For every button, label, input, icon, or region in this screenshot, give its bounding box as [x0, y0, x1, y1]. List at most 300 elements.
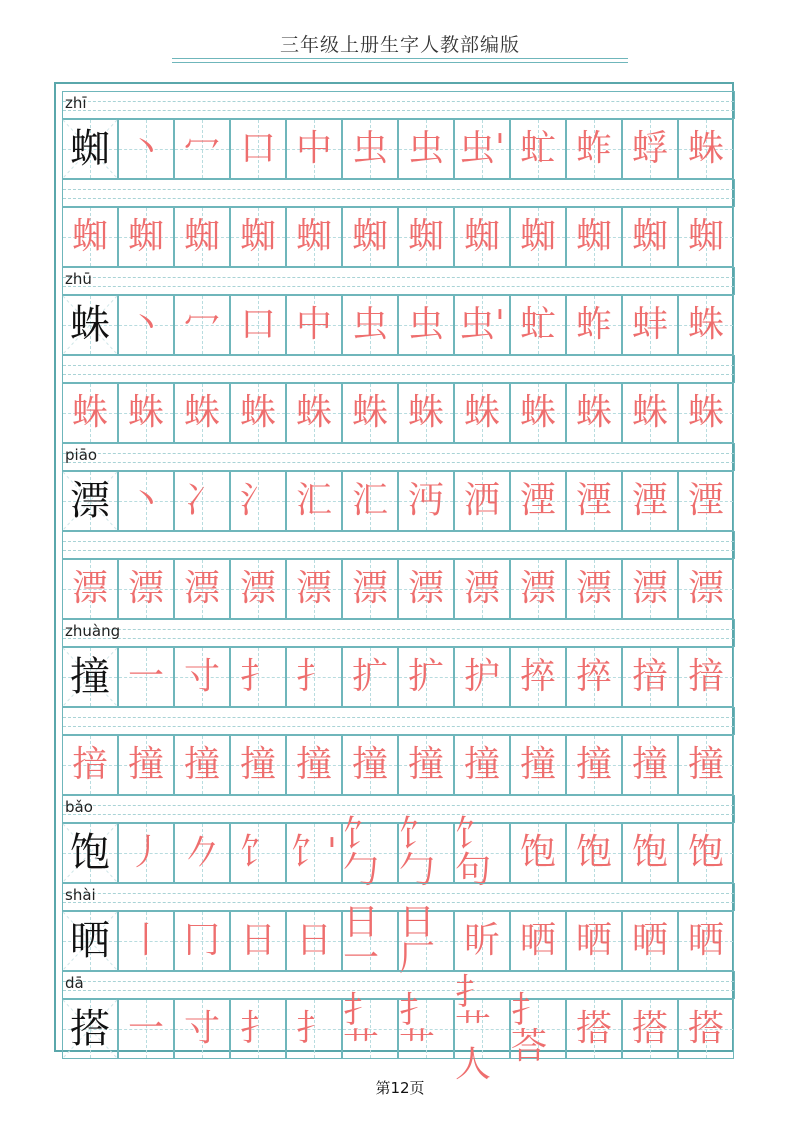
practice-cell	[62, 207, 118, 267]
stroke-cell	[566, 999, 622, 1059]
trace-character: 漂	[351, 568, 388, 609]
pinyin-guide-line	[63, 462, 734, 463]
stroke-order-cells	[62, 119, 735, 179]
practice-cell	[286, 735, 342, 795]
stroke-cell	[118, 823, 174, 883]
trace-character: 冖	[183, 304, 220, 345]
character-stroke-row	[62, 91, 735, 179]
model-character: 漂	[70, 478, 110, 524]
stroke-cell	[454, 911, 510, 971]
model-cell	[62, 911, 118, 971]
practice-cell	[678, 735, 734, 795]
practice-cell	[62, 735, 118, 795]
trace-character: 口	[239, 128, 276, 169]
stroke-cell	[398, 647, 454, 707]
trace-character: 虫	[351, 304, 388, 345]
trace-character: 蛛	[519, 392, 556, 433]
model-cell	[62, 471, 118, 531]
stroke-cell	[622, 119, 678, 179]
stroke-cell	[566, 295, 622, 355]
trace-character: 湮	[575, 480, 612, 521]
trace-character: 丶	[127, 128, 164, 169]
model-cell	[62, 823, 118, 883]
pinyin-guide-line	[63, 726, 734, 727]
trace-character: 虫	[407, 128, 444, 169]
pinyin-guide-line	[63, 717, 734, 718]
stroke-order-cells	[62, 902, 735, 979]
practice-cell	[174, 735, 230, 795]
pinyin-guide-line	[63, 981, 734, 982]
pinyin-band	[62, 179, 735, 207]
trace-character: 日	[239, 920, 276, 961]
practice-cell	[398, 383, 454, 443]
pinyin-label: dā	[65, 974, 84, 992]
trace-character: 捽	[575, 656, 612, 697]
character-practice-row	[62, 707, 735, 795]
stroke-cell	[678, 647, 734, 707]
stroke-cell	[174, 823, 230, 883]
pinyin-guide-line	[63, 286, 734, 287]
title-rule	[172, 62, 628, 63]
trace-character: 虫	[351, 128, 388, 169]
practice-cell	[454, 559, 510, 619]
trace-character: 洒	[463, 480, 500, 521]
stroke-cell	[342, 814, 398, 891]
trace-character: 饣勹	[399, 814, 436, 891]
stroke-cell	[230, 823, 286, 883]
practice-cell	[174, 383, 230, 443]
trace-character: 漂	[127, 568, 164, 609]
stroke-cell	[454, 119, 510, 179]
trace-character: 饣勹	[343, 814, 380, 891]
pinyin-guide-line	[63, 805, 734, 806]
stroke-cell	[622, 999, 678, 1059]
stroke-cell	[174, 119, 230, 179]
practice-cells	[62, 735, 735, 795]
trace-character: 饱	[631, 832, 668, 873]
trace-character: 丶	[127, 304, 164, 345]
character-practice-row	[62, 179, 735, 267]
trace-character: 撞	[239, 744, 276, 785]
stroke-cell	[510, 471, 566, 531]
practice-cell	[118, 207, 174, 267]
trace-character: 虫'	[459, 128, 505, 169]
trace-character: 蜘	[239, 216, 276, 257]
trace-character: 撞	[463, 744, 500, 785]
pinyin-band	[62, 531, 735, 559]
trace-character: 蚌	[631, 304, 668, 345]
pinyin-guide-line	[63, 893, 734, 894]
trace-character: 搭	[631, 1008, 668, 1049]
trace-character: 蛛	[183, 392, 220, 433]
trace-character: 扌艹人	[455, 972, 492, 1085]
stroke-cell	[398, 814, 454, 891]
trace-character: 蛛	[239, 392, 276, 433]
stroke-cell	[678, 471, 734, 531]
stroke-cell	[286, 647, 342, 707]
practice-cell	[230, 383, 286, 443]
page-title: 三年级上册生字人教部编版	[279, 34, 520, 56]
character-stroke-row	[62, 971, 735, 1085]
trace-character: 汇	[351, 480, 388, 521]
trace-character: 蚱	[575, 128, 612, 169]
stroke-cell	[118, 999, 174, 1059]
stroke-cell	[398, 990, 454, 1067]
trace-character: 撞	[575, 744, 612, 785]
trace-character: 中	[295, 304, 332, 345]
stroke-cell	[342, 647, 398, 707]
title-rule	[172, 58, 628, 59]
trace-character: 扌	[295, 656, 332, 697]
stroke-cell	[510, 823, 566, 883]
trace-character: 蚱	[575, 304, 612, 345]
character-stroke-row	[62, 795, 735, 891]
practice-cell	[454, 207, 510, 267]
trace-character: 晒	[575, 920, 612, 961]
pinyin-guide-line	[63, 189, 734, 190]
stroke-cell	[678, 119, 734, 179]
pinyin-band	[62, 267, 735, 295]
practice-cell	[510, 383, 566, 443]
practice-cell	[622, 735, 678, 795]
trace-character: 漂	[631, 568, 668, 609]
trace-character: 漂	[575, 568, 612, 609]
practice-cell	[286, 207, 342, 267]
pinyin-guide-line	[63, 198, 734, 199]
stroke-cell	[622, 471, 678, 531]
trace-character: 漂	[463, 568, 500, 609]
pinyin-label: zhū	[65, 270, 92, 288]
trace-character: 蛛	[631, 392, 668, 433]
stroke-cell	[286, 471, 342, 531]
trace-character: 蛛	[407, 392, 444, 433]
pinyin-guide-line	[63, 453, 734, 454]
pinyin-band	[62, 91, 735, 119]
stroke-cell	[286, 295, 342, 355]
trace-character: 漂	[519, 568, 556, 609]
character-practice-row	[62, 531, 735, 619]
trace-character: 撞	[519, 744, 556, 785]
practice-cell	[230, 559, 286, 619]
stroke-cell	[118, 471, 174, 531]
practice-cell	[510, 559, 566, 619]
trace-character: 蛛	[575, 392, 612, 433]
trace-character: 漂	[183, 568, 220, 609]
trace-character: 蛛	[687, 392, 724, 433]
trace-character: 揞	[71, 744, 108, 785]
trace-character: 日一	[343, 902, 380, 979]
stroke-cell	[454, 295, 510, 355]
stroke-cell	[230, 471, 286, 531]
character-stroke-row	[62, 443, 735, 531]
stroke-cell	[230, 295, 286, 355]
trace-character: 揞	[631, 656, 668, 697]
practice-cell	[398, 735, 454, 795]
stroke-cell	[566, 647, 622, 707]
stroke-cell	[510, 295, 566, 355]
stroke-cell	[678, 999, 734, 1059]
trace-character: 日	[295, 920, 332, 961]
practice-cell	[566, 735, 622, 795]
trace-character: 扌	[295, 1008, 332, 1049]
model-character: 晒	[70, 918, 110, 964]
practice-cell	[566, 559, 622, 619]
stroke-cell	[622, 911, 678, 971]
model-cell	[62, 999, 118, 1059]
pinyin-band	[62, 619, 735, 647]
trace-character: 口	[239, 304, 276, 345]
trace-character: 蜘	[631, 216, 668, 257]
trace-character: 扌	[239, 1008, 276, 1049]
trace-character: 蜘	[519, 216, 556, 257]
trace-character: 撞	[295, 744, 332, 785]
trace-character: 日厂	[399, 902, 436, 979]
practice-cell	[118, 383, 174, 443]
trace-character: 漂	[687, 568, 724, 609]
stroke-cell	[230, 999, 286, 1059]
stroke-cell	[454, 972, 510, 1085]
trace-character: 撞	[407, 744, 444, 785]
stroke-order-cells	[62, 471, 735, 531]
stroke-cell	[174, 999, 230, 1059]
character-stroke-row	[62, 619, 735, 707]
practice-cell	[622, 383, 678, 443]
trace-character: 虻	[519, 304, 556, 345]
trace-character: 一	[127, 1008, 164, 1049]
model-character: 蜘	[70, 126, 110, 172]
trace-character: 撞	[127, 744, 164, 785]
stroke-cell	[286, 119, 342, 179]
stroke-cell	[454, 647, 510, 707]
stroke-order-cells	[62, 647, 735, 707]
trace-character: 冂	[183, 920, 220, 961]
trace-character: 撞	[351, 744, 388, 785]
stroke-cell	[230, 119, 286, 179]
trace-character: 冖	[183, 128, 220, 169]
stroke-cell	[174, 647, 230, 707]
practice-cell	[342, 383, 398, 443]
trace-character: 饱	[519, 832, 556, 873]
stroke-cell	[566, 911, 622, 971]
stroke-cell	[286, 823, 342, 883]
trace-character: 蜉	[631, 128, 668, 169]
trace-character: 蛛	[687, 304, 724, 345]
stroke-cell	[286, 999, 342, 1059]
trace-character: 蜘	[71, 216, 108, 257]
trace-character: 中	[295, 128, 332, 169]
trace-character: 蜘	[351, 216, 388, 257]
model-character: 蛛	[70, 302, 110, 348]
trace-character: 一	[127, 656, 164, 697]
stroke-cell	[342, 990, 398, 1067]
practice-cell	[510, 735, 566, 795]
trace-character: 沔	[407, 480, 444, 521]
practice-cells	[62, 207, 735, 267]
model-cell	[62, 119, 118, 179]
stroke-cell	[678, 295, 734, 355]
stroke-cell	[678, 911, 734, 971]
stroke-cell	[174, 295, 230, 355]
trace-character: 蜘	[687, 216, 724, 257]
stroke-cell	[622, 823, 678, 883]
pinyin-guide-line	[63, 638, 734, 639]
trace-character: 撞	[183, 744, 220, 785]
trace-character: 扌艹	[399, 990, 436, 1067]
trace-character: 寸	[183, 656, 220, 697]
trace-character: 晒	[631, 920, 668, 961]
pinyin-band	[62, 707, 735, 735]
pinyin-label: bǎo	[65, 798, 93, 816]
stroke-cell	[566, 119, 622, 179]
stroke-cell	[118, 911, 174, 971]
practice-cell	[678, 383, 734, 443]
trace-character: 撞	[631, 744, 668, 785]
trace-character: 丿	[127, 832, 164, 873]
practice-cell	[342, 559, 398, 619]
practice-cell	[510, 207, 566, 267]
trace-character: 蛛	[463, 392, 500, 433]
trace-character: 冫	[183, 480, 220, 521]
pinyin-guide-line	[63, 550, 734, 551]
trace-character: 护	[463, 656, 500, 697]
stroke-cell	[398, 295, 454, 355]
practice-cell	[230, 207, 286, 267]
trace-character: 漂	[239, 568, 276, 609]
trace-character: 晒	[519, 920, 556, 961]
character-stroke-row	[62, 267, 735, 355]
trace-character: 蛛	[295, 392, 332, 433]
stroke-cell	[398, 119, 454, 179]
practice-cell	[286, 383, 342, 443]
stroke-cell	[118, 119, 174, 179]
practice-cell	[454, 735, 510, 795]
stroke-cell	[398, 471, 454, 531]
trace-character: 漂	[295, 568, 332, 609]
trace-character: 蜘	[295, 216, 332, 257]
character-stroke-row	[62, 883, 735, 979]
stroke-cell	[342, 902, 398, 979]
pinyin-guide-line	[63, 374, 734, 375]
trace-character: 扌荅	[511, 990, 548, 1067]
stroke-cell	[454, 814, 510, 891]
pinyin-label: shài	[65, 886, 96, 904]
stroke-cell	[174, 471, 230, 531]
practice-cell	[622, 559, 678, 619]
practice-cell	[398, 559, 454, 619]
practice-cell	[622, 207, 678, 267]
stroke-cell	[566, 471, 622, 531]
trace-character: 饱	[687, 832, 724, 873]
practice-cell	[398, 207, 454, 267]
practice-cell	[174, 559, 230, 619]
pinyin-guide-line	[63, 629, 734, 630]
stroke-cell	[510, 911, 566, 971]
trace-character: 湮	[631, 480, 668, 521]
trace-character: 扌艹	[343, 990, 380, 1067]
stroke-cell	[454, 471, 510, 531]
trace-character: 氵	[239, 480, 276, 521]
practice-cells	[62, 383, 735, 443]
trace-character: 饣句	[455, 814, 492, 891]
character-practice-row	[62, 355, 735, 443]
pinyin-label: piāo	[65, 446, 98, 464]
practice-cells	[62, 559, 735, 619]
trace-character: 湮	[519, 480, 556, 521]
worksheet-grid	[62, 91, 735, 1085]
stroke-cell	[566, 823, 622, 883]
model-cell	[62, 295, 118, 355]
pinyin-guide-line	[63, 101, 734, 102]
trace-character: 捽	[519, 656, 556, 697]
trace-character: 饱	[575, 832, 612, 873]
practice-cell	[566, 207, 622, 267]
stroke-cell	[118, 647, 174, 707]
practice-cell	[678, 559, 734, 619]
model-cell	[62, 647, 118, 707]
stroke-cell	[678, 823, 734, 883]
stroke-cell	[622, 647, 678, 707]
trace-character: 搭	[687, 1008, 724, 1049]
trace-character: 丶	[127, 480, 164, 521]
trace-character: 湮	[687, 480, 724, 521]
stroke-cell	[342, 295, 398, 355]
trace-character: 漂	[407, 568, 444, 609]
practice-cell	[174, 207, 230, 267]
pinyin-band	[62, 355, 735, 383]
model-character: 饱	[70, 830, 110, 876]
trace-character: 撞	[687, 744, 724, 785]
stroke-cell	[622, 295, 678, 355]
practice-cell	[678, 207, 734, 267]
trace-character: 虫'	[459, 304, 505, 345]
trace-character: 丨	[127, 920, 164, 961]
stroke-cell	[286, 911, 342, 971]
stroke-cell	[174, 911, 230, 971]
practice-cell	[118, 735, 174, 795]
trace-character: 蛛	[127, 392, 164, 433]
trace-character: 蛛	[351, 392, 388, 433]
pinyin-guide-line	[63, 277, 734, 278]
practice-cell	[342, 735, 398, 795]
pinyin-label: zhuàng	[65, 622, 121, 640]
trace-character: 扩	[351, 656, 388, 697]
trace-character: 蜘	[407, 216, 444, 257]
model-character: 撞	[70, 654, 110, 700]
stroke-cell	[118, 295, 174, 355]
trace-character: 𠂊	[183, 832, 220, 873]
trace-character: 搭	[575, 1008, 612, 1049]
stroke-cell	[510, 647, 566, 707]
stroke-order-cells	[62, 814, 735, 891]
trace-character: 扩	[407, 656, 444, 697]
practice-cell	[286, 559, 342, 619]
practice-cell	[342, 207, 398, 267]
practice-cell	[118, 559, 174, 619]
stroke-order-cells	[62, 295, 735, 355]
trace-character: 扌	[239, 656, 276, 697]
stroke-cell	[510, 119, 566, 179]
trace-character: 蜘	[183, 216, 220, 257]
trace-character: 汇	[295, 480, 332, 521]
stroke-cell	[398, 902, 454, 979]
trace-character: 蜘	[575, 216, 612, 257]
stroke-cell	[342, 471, 398, 531]
pinyin-guide-line	[63, 110, 734, 111]
practice-cell	[62, 559, 118, 619]
pinyin-band	[62, 443, 735, 471]
stroke-cell	[230, 647, 286, 707]
trace-character: 蜘	[127, 216, 164, 257]
